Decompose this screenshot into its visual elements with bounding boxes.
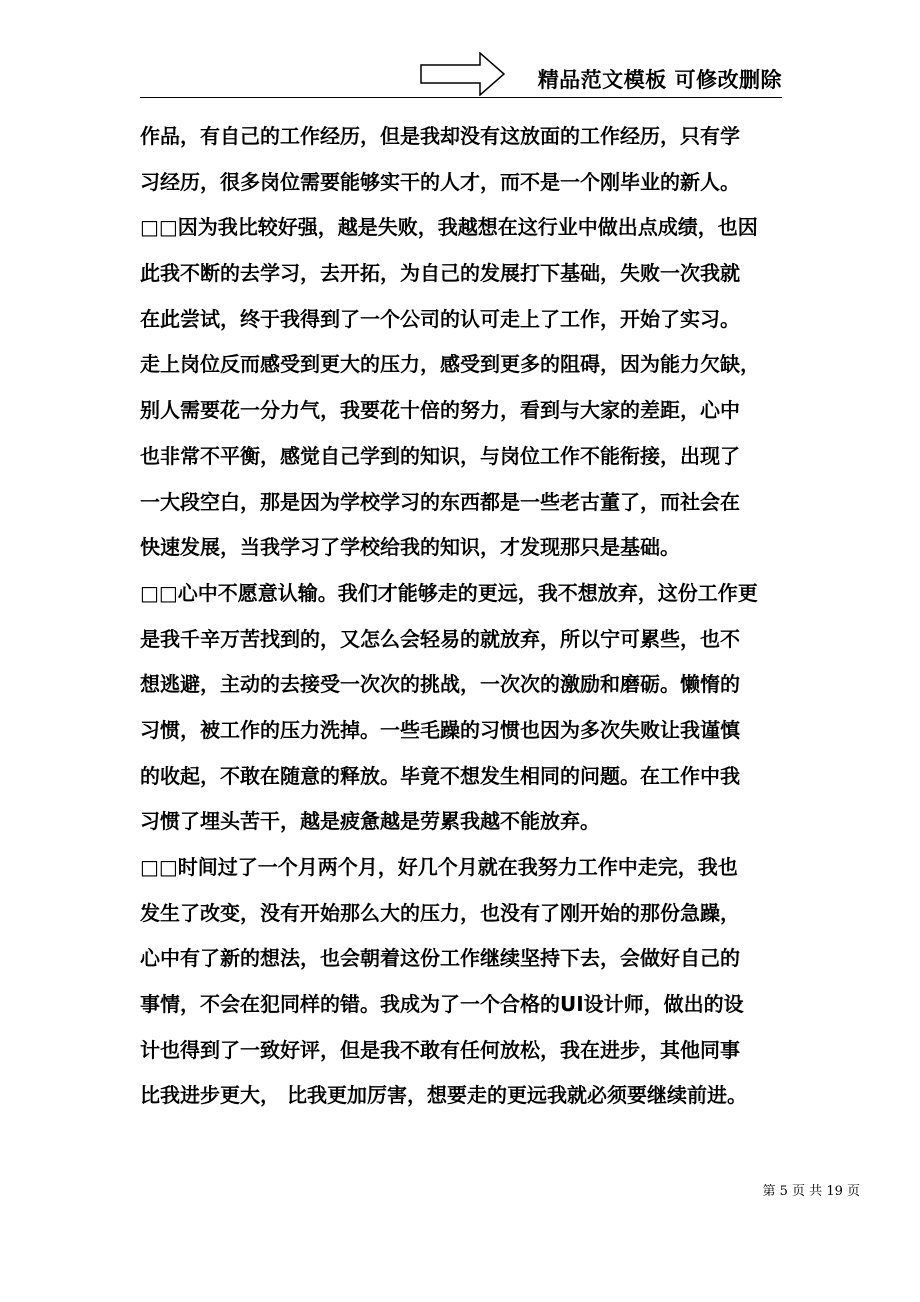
header-divider xyxy=(140,97,782,98)
text-line: 想逃避，主动的去接受一次次的挑战，一次次的激励和磨砺。懒惰的 xyxy=(140,672,740,697)
text-line: 也非常不平衡，感觉自己学到的知识，与岗位工作不能衔接，出现了 xyxy=(140,443,740,468)
text-line: 作品，有自己的工作经历，但是我却没有这放面的工作经历，只有学 xyxy=(140,124,740,148)
text-line: 计也得到了一致好评，但是我不敢有任何放松，我在进步，其他同事 xyxy=(140,1037,740,1062)
text-line: 心中有了新的想法，也会朝着这份工作继续坚持下去，会做好自己的 xyxy=(140,946,740,971)
text-line: □□时间过了一个月两个月，好几个月就在我努力工作中走完，我也 xyxy=(140,855,738,879)
header-title: 精品范文模板 可修改删除 xyxy=(537,68,782,92)
text-line: 的收起，不敢在随意的释放。毕竟不想发生相同的问题。在工作中我 xyxy=(140,763,740,788)
text-line: 快速发展，当我学习了学校给我的知识，才发现那只是基础。 xyxy=(140,535,680,560)
text-line: 发生了改变，没有开始那么大的压力，也没有了刚开始的那份急躁， xyxy=(140,900,740,925)
text-line: 别人需要花一分力气，我要花十倍的努力，看到与大家的差距，心中 xyxy=(140,398,740,423)
text-line: □□心中不愿意认输。我们才能够走的更远，我不想放弃，这份工作更 xyxy=(140,580,758,605)
arrow-right-icon xyxy=(420,52,506,96)
text-line: 事情，不会在犯同样的错。我成为了一个合格的UI设计师，做出的设 xyxy=(140,992,744,1017)
text-line: 在此尝试，终于我得到了一个公司的认可走上了工作，开始了实习。 xyxy=(140,306,740,331)
text-line: 习惯，被工作的压力洗掉。一些毛躁的习惯也因为多次失败让我谨慎 xyxy=(140,717,740,742)
text-line: 是我千辛万苦找到的，又怎么会轻易的就放弃，所以宁可累些，也不 xyxy=(140,626,740,651)
text-line: 此我不断的去学习，去开拓，为自己的发展打下基础，失败一次我就 xyxy=(140,261,740,286)
text-line: □□因为我比较好强，越是失败，我越想在这行业中做出点成绩，也因 xyxy=(140,215,758,240)
body-text xyxy=(140,114,785,1119)
text-line: 一大段空白，那是因为学校学习的东西都是一些老古董了，而社会在 xyxy=(140,489,740,514)
text-line: 习惯了埋头苦干，越是疲惫越是劳累我越不能放弃。 xyxy=(140,809,600,834)
text-line: 习经历，很多岗位需要能够实干的人才，而不是一个刚毕业的新人。 xyxy=(140,169,740,194)
page-number: 第 5 页 共 19 页 xyxy=(762,1184,860,1199)
page-header xyxy=(140,50,782,98)
text-line: 走上岗位反而感受到更大的压力，感受到更多的阻碍，因为能力欠缺， xyxy=(140,352,760,377)
text-line: 比我进步更大， 比我更加厉害，想要走的更远我就必须要继续前进。 xyxy=(140,1083,747,1108)
